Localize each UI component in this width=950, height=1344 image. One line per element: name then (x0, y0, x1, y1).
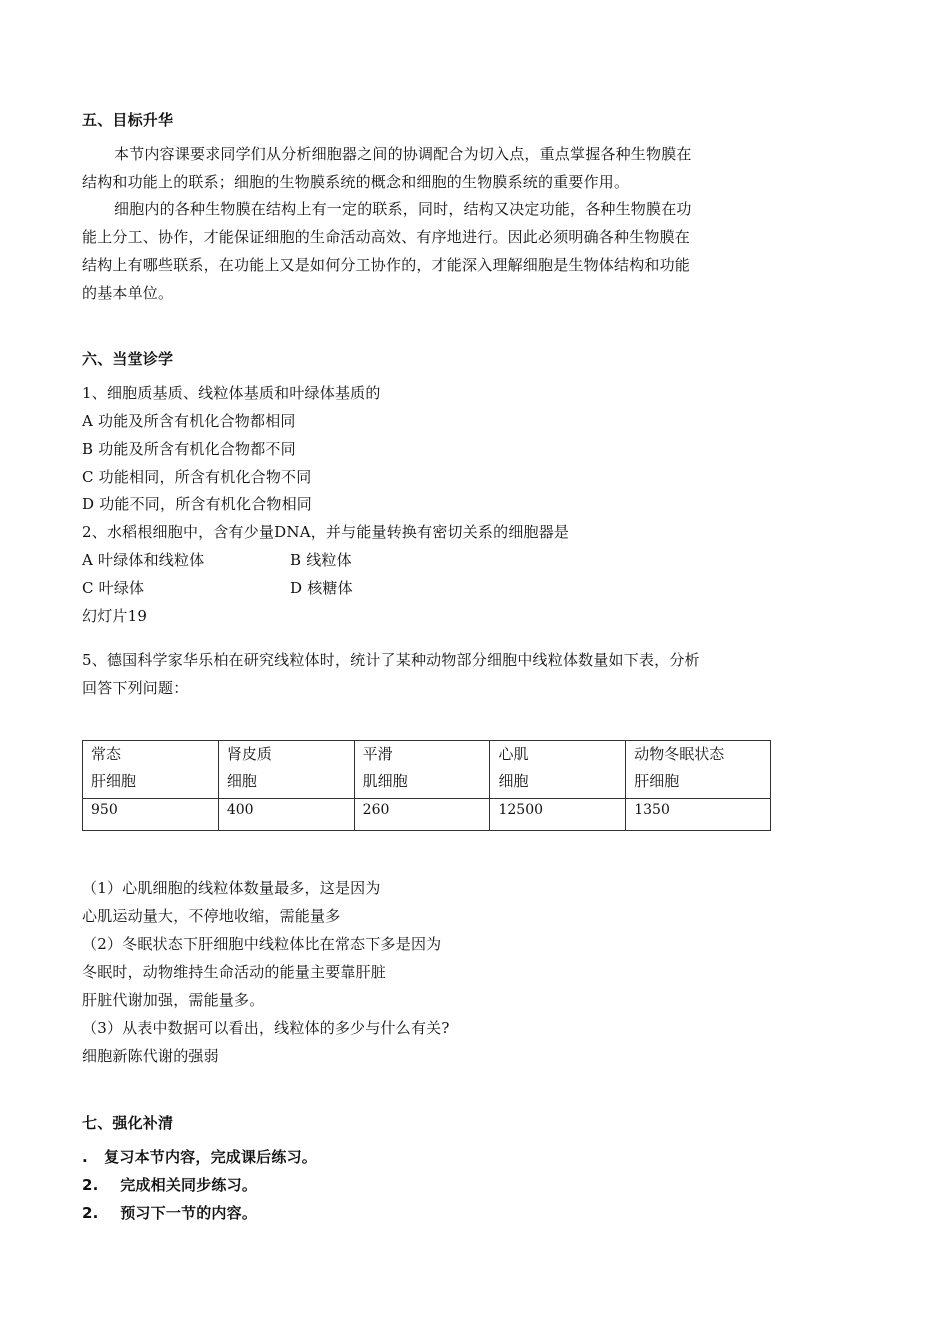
table-header-cell: 肾皮质 细胞 (218, 741, 354, 799)
table-cell: 950 (83, 799, 219, 831)
answer-line: （3）从表中数据可以看出，线粒体的多少与什么有关? (82, 1019, 450, 1037)
question-option: A 叶绿体和线粒体 (82, 551, 205, 569)
paragraph-line: 结构和功能上的联系；细胞的生物膜系统的概念和细胞的生物膜系统的重要作用。 (82, 173, 630, 191)
answer-line: 肝脏代谢加强，需能量多。 (82, 991, 265, 1009)
question-stem: 5、德国科学家华乐柏在研究线粒体时，统计了某种动物部分细胞中线粒体数量如下表，分析 (82, 651, 700, 669)
paragraph-line: 结构上有哪些联系，在功能上又是如何分工协作的，才能深入理解细胞是生物体结构和功能 (82, 256, 691, 274)
table-header-cell: 动物冬眠状态 肝细胞 (626, 741, 771, 799)
answer-line: 细胞新陈代谢的强弱 (82, 1047, 219, 1065)
table-row (83, 799, 771, 831)
table-header-cell: 平滑 肌细胞 (354, 741, 490, 799)
answer-line: （2）冬眠状态下肝细胞中线粒体比在常态下多是因为 (82, 935, 442, 953)
answer-line: 冬眠时，动物维持生命活动的能量主要靠肝脏 (82, 963, 387, 981)
paragraph-line: 细胞内的各种生物膜在结构上有一定的联系，同时，结构又决定功能，各种生物膜在功 (114, 200, 692, 218)
mitochondria-count-table (82, 740, 771, 831)
question-stem: 2、水稻根细胞中，含有少量DNA，并与能量转换有密切关系的细胞器是 (82, 523, 570, 541)
question-option: B 线粒体 (290, 551, 352, 569)
table-cell: 12500 (490, 799, 626, 831)
question-option: A 功能及所含有机化合物都相同 (82, 412, 296, 430)
slide-reference: 幻灯片19 (82, 607, 148, 625)
question-option: B 功能及所含有机化合物都不同 (82, 440, 296, 458)
question-option: D 功能不同，所含有机化合物相同 (82, 495, 312, 513)
table-header-cell: 常态 肝细胞 (83, 741, 219, 799)
table-cell: 1350 (626, 799, 771, 831)
answer-line: （1）心肌细胞的线粒体数量最多，这是因为 (82, 879, 381, 897)
question-option: C 叶绿体 (82, 579, 145, 597)
list-item: . 复习本节内容，完成课后练习。 (82, 1148, 317, 1166)
question-stem: 1、细胞质基质、线粒体基质和叶绿体基质的 (82, 384, 381, 402)
list-item: 2. 完成相关同步练习。 (82, 1176, 258, 1194)
table-header-cell: 心肌 细胞 (490, 741, 626, 799)
section-heading-quiz: 六、当堂诊学 (82, 350, 174, 368)
paragraph-line: 能上分工、协作，才能保证细胞的生命活动高效、有序地进行。因此必须明确各种生物膜在 (82, 228, 691, 246)
question-option: D 核糖体 (290, 579, 353, 597)
paragraph-line: 的基本单位。 (82, 284, 174, 302)
table-header-row (83, 741, 771, 799)
section-heading-reinforce: 七、强化补清 (82, 1114, 174, 1132)
section-heading-goal: 五、目标升华 (82, 111, 174, 129)
list-item: 2. 预习下一节的内容。 (82, 1204, 258, 1222)
table-cell: 260 (354, 799, 490, 831)
question-stem: 回答下列问题： (82, 679, 189, 697)
paragraph-line: 本节内容课要求同学们从分析细胞器之间的协调配合为切入点，重点掌握各种生物膜在 (114, 145, 692, 163)
question-option: C 功能相同，所含有机化合物不同 (82, 468, 312, 486)
table-cell: 400 (218, 799, 354, 831)
answer-line: 心肌运动量大，不停地收缩，需能量多 (82, 907, 341, 925)
